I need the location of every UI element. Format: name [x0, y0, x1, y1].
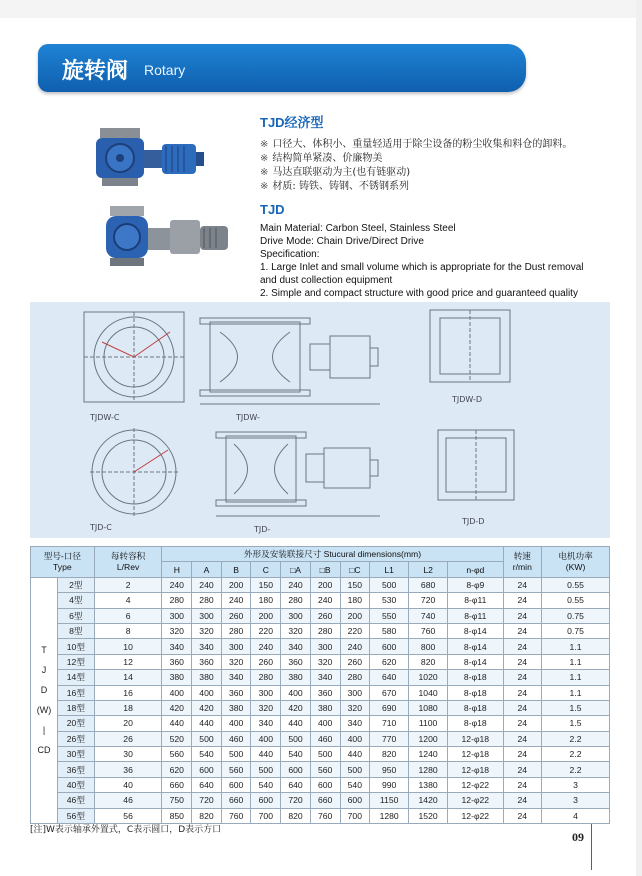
- col-header-power: 电机功率 (KW): [542, 547, 610, 578]
- table-cell: 30: [94, 747, 162, 762]
- table-cell: 0.55: [542, 593, 610, 608]
- table-cell: 320: [221, 654, 251, 669]
- page-number-divider: [591, 824, 592, 870]
- table-cell: 800: [409, 639, 448, 654]
- table-cell: 440: [162, 716, 192, 731]
- table-cell: 700: [251, 808, 281, 823]
- table-cell: 8: [94, 623, 162, 638]
- table-cell: 640: [192, 777, 222, 792]
- col-subheader: n-φd: [448, 562, 503, 577]
- table-cell: 36: [94, 762, 162, 777]
- table-cell: 600: [340, 793, 370, 808]
- table-cell: 720: [192, 793, 222, 808]
- technical-drawing: [30, 302, 610, 538]
- table-cell: 820: [409, 654, 448, 669]
- table-cell: 24: [503, 654, 542, 669]
- bullet-mark-icon: ※: [260, 167, 269, 178]
- table-cell: 520: [162, 731, 192, 746]
- table-cell: 1.1: [542, 639, 610, 654]
- table-cell: 8-φ11: [448, 608, 503, 623]
- table-cell: 380: [221, 700, 251, 715]
- table-cell: 40: [94, 777, 162, 792]
- col-header-model: 型号-口径 Type: [31, 547, 95, 578]
- table-cell: 8-φ14: [448, 639, 503, 654]
- table-cell: 320: [310, 654, 340, 669]
- drawing-label: TJDW-D: [452, 395, 483, 404]
- table-cell: 1380: [409, 777, 448, 792]
- table-cell: 1280: [409, 762, 448, 777]
- table-cell: 540: [340, 777, 370, 792]
- table-row: [31, 654, 610, 669]
- table-cell: 680: [409, 577, 448, 592]
- model-cell: 8型: [58, 623, 95, 638]
- table-cell: 340: [310, 670, 340, 685]
- product-photo-direct-drive: [88, 124, 216, 190]
- table-cell: 1.5: [542, 700, 610, 715]
- table-cell: 560: [310, 762, 340, 777]
- table-cell: 1280: [370, 808, 409, 823]
- table-cell: 26: [94, 731, 162, 746]
- table-cell: 180: [251, 593, 281, 608]
- table-cell: 24: [503, 747, 542, 762]
- table-cell: 620: [370, 654, 409, 669]
- table-cell: 500: [281, 731, 311, 746]
- model-cell: 26型: [58, 731, 95, 746]
- table-cell: 320: [192, 623, 222, 638]
- table-cell: 24: [503, 608, 542, 623]
- table-cell: 320: [340, 700, 370, 715]
- table-cell: 770: [370, 731, 409, 746]
- table-cell: 8-φ18: [448, 670, 503, 685]
- table-cell: 46: [94, 793, 162, 808]
- table-cell: 280: [251, 670, 281, 685]
- table-cell: 12-φ18: [448, 762, 503, 777]
- table-cell: 2.2: [542, 731, 610, 746]
- page-number: 09: [572, 830, 584, 844]
- table-cell: 280: [310, 623, 340, 638]
- table-cell: 240: [340, 639, 370, 654]
- table-cell: 4: [94, 593, 162, 608]
- table-cell: 640: [281, 777, 311, 792]
- table-cell: 420: [192, 700, 222, 715]
- table-cell: 320: [162, 623, 192, 638]
- table-cell: 580: [370, 623, 409, 638]
- table-cell: 1.5: [542, 716, 610, 731]
- table-row: [31, 762, 610, 777]
- table-cell: 300: [310, 639, 340, 654]
- table-cell: 540: [251, 777, 281, 792]
- table-cell: 1040: [409, 685, 448, 700]
- header-banner: [38, 44, 526, 92]
- drawing-label: TJD-C: [90, 523, 112, 532]
- right-edge: [636, 0, 642, 876]
- table-cell: 750: [162, 793, 192, 808]
- table-cell: 360: [281, 654, 311, 669]
- table-cell: 1240: [409, 747, 448, 762]
- table-row: [31, 577, 610, 592]
- feature-item: ※ 结构简单紧凑、价廉物美: [260, 153, 383, 164]
- spec-table: [30, 546, 610, 824]
- table-row: [31, 793, 610, 808]
- table-cell: 340: [281, 639, 311, 654]
- col-subheader: B: [221, 562, 251, 577]
- table-cell: 660: [221, 793, 251, 808]
- col-subheader: □C: [340, 562, 370, 577]
- table-cell: 670: [370, 685, 409, 700]
- table-cell: 400: [162, 685, 192, 700]
- table-cell: 340: [221, 670, 251, 685]
- table-cell: 1.1: [542, 685, 610, 700]
- table-row: [31, 608, 610, 623]
- table-row: [31, 777, 610, 792]
- table-cell: 990: [370, 777, 409, 792]
- table-cell: 660: [310, 793, 340, 808]
- table-row: [31, 670, 610, 685]
- table-cell: 460: [310, 731, 340, 746]
- table-cell: 260: [340, 654, 370, 669]
- drawing-label: TJD-: [254, 525, 271, 534]
- table-cell: 24: [503, 639, 542, 654]
- table-cell: 240: [162, 577, 192, 592]
- feature-item: ※ 材质: 铸铁、铸钢、不锈钢系列: [260, 181, 409, 192]
- table-cell: 500: [340, 762, 370, 777]
- table-cell: 460: [221, 731, 251, 746]
- table-cell: 360: [192, 654, 222, 669]
- table-cell: 18: [94, 700, 162, 715]
- table-cell: 760: [221, 808, 251, 823]
- table-cell: 260: [310, 608, 340, 623]
- col-subheader: H: [162, 562, 192, 577]
- model-cell: 12型: [58, 654, 95, 669]
- table-cell: 1020: [409, 670, 448, 685]
- table-cell: 700: [340, 808, 370, 823]
- table-cell: 12-φ22: [448, 793, 503, 808]
- table-cell: 24: [503, 731, 542, 746]
- table-cell: 180: [340, 593, 370, 608]
- table-cell: 200: [340, 608, 370, 623]
- table-cell: 500: [192, 731, 222, 746]
- table-cell: 12-φ22: [448, 777, 503, 792]
- table-cell: 200: [310, 577, 340, 592]
- table-cell: 760: [310, 808, 340, 823]
- model-cell: 18型: [58, 700, 95, 715]
- page-title-en: Rotary: [144, 62, 186, 78]
- table-cell: 24: [503, 685, 542, 700]
- table-cell: 220: [340, 623, 370, 638]
- table-cell: 300: [192, 608, 222, 623]
- table-cell: 530: [370, 593, 409, 608]
- section-title-economy: TJD经济型: [260, 115, 324, 130]
- table-cell: 1080: [409, 700, 448, 715]
- table-cell: 12-φ22: [448, 808, 503, 823]
- table-cell: 380: [162, 670, 192, 685]
- product-photo-chain-drive: [100, 204, 232, 270]
- table-cell: 1200: [409, 731, 448, 746]
- drawing-label: TJD-D: [462, 517, 485, 526]
- table-cell: 320: [281, 623, 311, 638]
- table-cell: 420: [281, 700, 311, 715]
- model-cell: 40型: [58, 777, 95, 792]
- table-cell: 560: [221, 762, 251, 777]
- table-cell: 1100: [409, 716, 448, 731]
- table-cell: 1420: [409, 793, 448, 808]
- table-cell: 200: [251, 608, 281, 623]
- table-cell: 500: [251, 762, 281, 777]
- section-title-tjd: TJD: [260, 202, 285, 217]
- table-cell: 760: [409, 623, 448, 638]
- table-cell: 2.2: [542, 747, 610, 762]
- page-title-zh: 旋转阀: [62, 59, 129, 84]
- table-cell: 400: [251, 731, 281, 746]
- table-cell: 280: [340, 670, 370, 685]
- table-cell: 12: [94, 654, 162, 669]
- table-cell: 600: [370, 639, 409, 654]
- table-cell: 8-φ18: [448, 716, 503, 731]
- model-cell: 4型: [58, 593, 95, 608]
- table-cell: 8-φ9: [448, 577, 503, 592]
- col-subheader: □B: [310, 562, 340, 577]
- feature-item: ※ 马达直联驱动为主(也有链驱动): [260, 167, 411, 178]
- table-cell: 600: [310, 777, 340, 792]
- table-cell: 3: [542, 777, 610, 792]
- table-cell: 240: [251, 639, 281, 654]
- table-cell: 24: [503, 593, 542, 608]
- table-cell: 600: [221, 777, 251, 792]
- table-cell: 6: [94, 608, 162, 623]
- table-cell: 340: [340, 716, 370, 731]
- col-subheader: L2: [409, 562, 448, 577]
- model-cell: 10型: [58, 639, 95, 654]
- table-cell: 950: [370, 762, 409, 777]
- col-header-dimensions: 外形及安装联接尺寸 Stucural dimensions(mm): [162, 547, 503, 562]
- table-cell: 240: [192, 577, 222, 592]
- table-cell: 56: [94, 808, 162, 823]
- table-row: [31, 685, 610, 700]
- table-cell: 24: [503, 793, 542, 808]
- table-cell: 300: [251, 685, 281, 700]
- table-cell: 710: [370, 716, 409, 731]
- table-cell: 200: [221, 577, 251, 592]
- table-cell: 16: [94, 685, 162, 700]
- col-subheader: A: [192, 562, 222, 577]
- table-cell: 500: [221, 747, 251, 762]
- table-cell: 720: [281, 793, 311, 808]
- table-cell: 300: [221, 639, 251, 654]
- table-cell: 24: [503, 670, 542, 685]
- table-cell: 260: [221, 608, 251, 623]
- table-cell: 280: [192, 593, 222, 608]
- table-row: [31, 716, 610, 731]
- col-header-capacity: 每转容积 L/Rev: [94, 547, 162, 578]
- table-cell: 660: [162, 777, 192, 792]
- table-cell: 820: [281, 808, 311, 823]
- table-cell: 1520: [409, 808, 448, 823]
- table-cell: 150: [340, 577, 370, 592]
- table-cell: 380: [281, 670, 311, 685]
- table-cell: 820: [192, 808, 222, 823]
- table-row: [31, 593, 610, 608]
- table-cell: 550: [370, 608, 409, 623]
- col-header-speed: 转速 r/min: [503, 547, 542, 578]
- table-cell: 300: [340, 685, 370, 700]
- model-cell: 14型: [58, 670, 95, 685]
- table-cell: 400: [281, 685, 311, 700]
- table-cell: 2: [94, 577, 162, 592]
- table-cell: 24: [503, 577, 542, 592]
- table-cell: 280: [221, 623, 251, 638]
- series-label: T J D (W) | CD: [31, 577, 58, 823]
- bullet-mark-icon: ※: [260, 181, 269, 192]
- table-cell: 690: [370, 700, 409, 715]
- table-cell: 12-φ18: [448, 731, 503, 746]
- model-cell: 46型: [58, 793, 95, 808]
- model-cell: 6型: [58, 608, 95, 623]
- table-cell: 20: [94, 716, 162, 731]
- table-cell: 440: [340, 747, 370, 762]
- table-cell: 340: [162, 639, 192, 654]
- table-cell: 24: [503, 777, 542, 792]
- table-cell: 440: [281, 716, 311, 731]
- table-cell: 8-φ11: [448, 593, 503, 608]
- table-cell: 240: [281, 577, 311, 592]
- model-cell: 30型: [58, 747, 95, 762]
- table-cell: 1150: [370, 793, 409, 808]
- table-cell: 560: [162, 747, 192, 762]
- drawing-label: TJDW-: [236, 413, 260, 422]
- table-cell: 260: [251, 654, 281, 669]
- table-cell: 8-φ18: [448, 700, 503, 715]
- table-cell: 820: [370, 747, 409, 762]
- table-cell: 400: [310, 716, 340, 731]
- table-cell: 340: [251, 716, 281, 731]
- bullet-mark-icon: ※: [260, 153, 269, 164]
- table-cell: 1.1: [542, 670, 610, 685]
- table-cell: 8-φ14: [448, 623, 503, 638]
- table-cell: 2.2: [542, 762, 610, 777]
- model-cell: 36型: [58, 762, 95, 777]
- table-cell: 8-φ14: [448, 654, 503, 669]
- footnote: [注]W表示轴承外置式，C表示圆口，D表示方口: [30, 825, 222, 835]
- table-cell: 600: [251, 793, 281, 808]
- table-row: [31, 639, 610, 654]
- table-cell: 740: [409, 608, 448, 623]
- table-cell: 400: [221, 716, 251, 731]
- table-cell: 420: [162, 700, 192, 715]
- table-cell: 600: [281, 762, 311, 777]
- table-cell: 12-φ18: [448, 747, 503, 762]
- table-cell: 400: [192, 685, 222, 700]
- table-cell: 440: [251, 747, 281, 762]
- table-cell: 0.75: [542, 608, 610, 623]
- model-cell: 16型: [58, 685, 95, 700]
- table-cell: 3: [542, 793, 610, 808]
- model-cell: 20型: [58, 716, 95, 731]
- table-cell: 8-φ18: [448, 685, 503, 700]
- table-cell: 320: [251, 700, 281, 715]
- table-cell: 150: [251, 577, 281, 592]
- table-cell: 24: [503, 808, 542, 823]
- table-cell: 500: [310, 747, 340, 762]
- table-cell: 300: [162, 608, 192, 623]
- col-subheader: L1: [370, 562, 409, 577]
- table-cell: 24: [503, 716, 542, 731]
- feature-list-zh: [260, 138, 572, 194]
- table-cell: 24: [503, 623, 542, 638]
- table-row: [31, 623, 610, 638]
- table-cell: 300: [281, 608, 311, 623]
- table-cell: 340: [192, 639, 222, 654]
- feature-item: ※ 口径大、体积小、重量轻适用于除尘设备的粉尘收集和料仓的卸料。: [260, 139, 573, 150]
- top-strip: [0, 0, 642, 18]
- table-cell: 400: [340, 731, 370, 746]
- table-cell: 380: [310, 700, 340, 715]
- table-cell: 850: [162, 808, 192, 823]
- table-cell: 280: [281, 593, 311, 608]
- table-cell: 4: [542, 808, 610, 823]
- table-cell: 540: [281, 747, 311, 762]
- table-row: [31, 747, 610, 762]
- table-cell: 14: [94, 670, 162, 685]
- col-subheader: □A: [281, 562, 311, 577]
- spec-table-body: [31, 577, 610, 823]
- table-cell: 360: [221, 685, 251, 700]
- table-cell: 500: [370, 577, 409, 592]
- table-row: [31, 700, 610, 715]
- table-cell: 720: [409, 593, 448, 608]
- table-cell: 280: [162, 593, 192, 608]
- col-subheader: C: [251, 562, 281, 577]
- bullet-mark-icon: ※: [260, 139, 269, 150]
- table-cell: 620: [162, 762, 192, 777]
- table-cell: 540: [192, 747, 222, 762]
- table-cell: 440: [192, 716, 222, 731]
- table-cell: 0.55: [542, 577, 610, 592]
- table-cell: 240: [221, 593, 251, 608]
- table-cell: 10: [94, 639, 162, 654]
- table-row: [31, 731, 610, 746]
- table-cell: 380: [192, 670, 222, 685]
- table-cell: 360: [310, 685, 340, 700]
- model-cell: 2型: [58, 577, 95, 592]
- model-cell: 56型: [58, 808, 95, 823]
- table-cell: 220: [251, 623, 281, 638]
- table-cell: 0.75: [542, 623, 610, 638]
- table-cell: 24: [503, 762, 542, 777]
- table-cell: 360: [162, 654, 192, 669]
- table-cell: 1.1: [542, 654, 610, 669]
- table-cell: 640: [370, 670, 409, 685]
- spec-text-en: Main Material: Carbon Steel, Stainless Steel Drive Mode: Chain Drive/Direct Drive Specification: 1. Large Inlet and small volume which is appropriate for the Dust removal and dust collection equipment 2. Simple and compact structure with good price and guaranteed quality: [260, 223, 584, 299]
- table-cell: 600: [192, 762, 222, 777]
- drawing-label: TJDW-C: [90, 413, 120, 422]
- table-cell: 24: [503, 700, 542, 715]
- table-cell: 240: [310, 593, 340, 608]
